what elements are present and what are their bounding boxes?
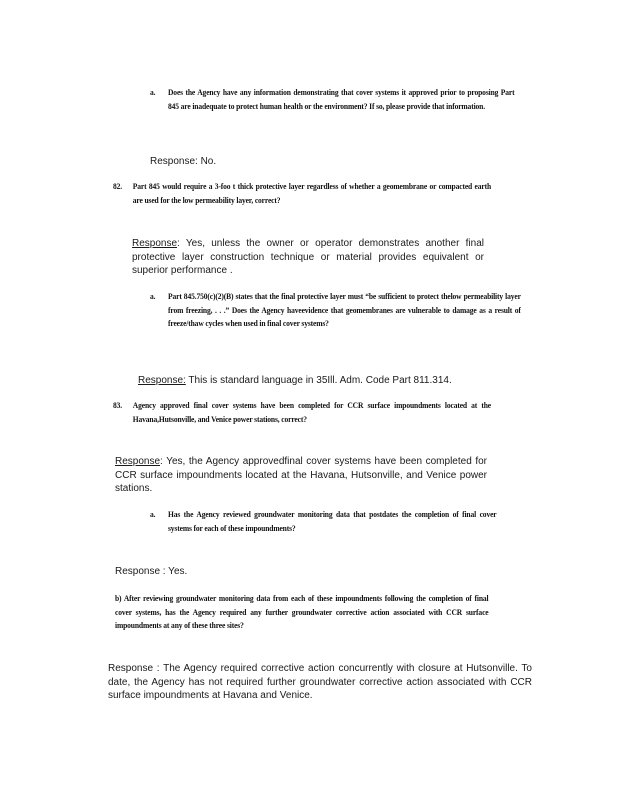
question-81a xyxy=(150,86,515,113)
question-text: Agency approved final cover systems have been completed for CCR surface impoundments located at the Havana,Hutsonville, and Venice power stations, correct? xyxy=(132,401,492,424)
question-83b xyxy=(115,592,489,633)
response-82 xyxy=(132,237,484,278)
response-text: : Yes, unless the owner or operator demonstrates another final protective layer construction technique or material provides equivalent or superior performance . xyxy=(132,238,484,276)
response-label: Response xyxy=(115,566,161,577)
response-83 xyxy=(115,455,487,496)
question-text: b) After reviewing groundwater monitoring data from each of these impoundments following the completion of final cover systems, has the Agency required any further groundwater corrective action associated with CCR surface impoundments at any of these three sites? xyxy=(115,594,489,631)
item-marker: a. xyxy=(150,510,156,519)
response-text: : Yes. xyxy=(160,566,188,577)
item-marker: 82. xyxy=(113,182,123,191)
response-text: : Yes, the Agency approvedfinal cover systems have been completed for CCR surface impoundments located at the Havana, Hutsonville, and Venice power stations. xyxy=(115,456,487,494)
question-text: Does the Agency have any information demonstrating that cover systems it approved prior to proposing Part 845 are inadequate to protect human health or the environment? If so, please provide that information. xyxy=(168,88,515,111)
item-marker: a. xyxy=(150,292,156,301)
response-label: Response xyxy=(150,156,196,167)
question-text: Has the Agency reviewed groundwater monitoring data that postdates the completion of final cover systems for each of these impoundments? xyxy=(168,510,497,533)
question-text: Part 845 would require a 3-foo t thick protective layer regardless of whether a geomembrane or compacted earth are used for the low permeability layer, correct? xyxy=(132,182,492,205)
response-82a xyxy=(138,374,518,388)
response-label: Response xyxy=(115,456,161,467)
question-83 xyxy=(113,399,491,426)
response-text: Response : The Agency required corrective action concurrently with closure at Hutsonville. To date, the Agency has not required further groundwater corrective action associated with CCR surface impoundments at Havana and Venice. xyxy=(108,663,532,701)
response-text: This is standard language in 35Ill. Adm. Code Part 811.314. xyxy=(185,375,452,386)
question-82a xyxy=(150,290,521,331)
question-83a xyxy=(150,508,497,535)
response-83a xyxy=(115,565,315,579)
response-text: : No. xyxy=(195,156,217,167)
item-marker: a. xyxy=(150,88,156,97)
item-marker: 83. xyxy=(113,401,123,410)
question-82 xyxy=(113,180,491,207)
question-text: Part 845.750(c)(2)(B) states that the final protective layer must “be sufficient to protect thelow permeability layer from freezing, . . .” Does the Agency haveevidence that geomembranes are vulnerable to damage as a result of freeze/thaw cycles when used in final cover systems? xyxy=(168,292,521,329)
response-label: Response xyxy=(132,238,178,249)
response-label: Response: xyxy=(138,375,186,386)
response-81a xyxy=(150,155,350,169)
response-83b xyxy=(108,662,532,703)
